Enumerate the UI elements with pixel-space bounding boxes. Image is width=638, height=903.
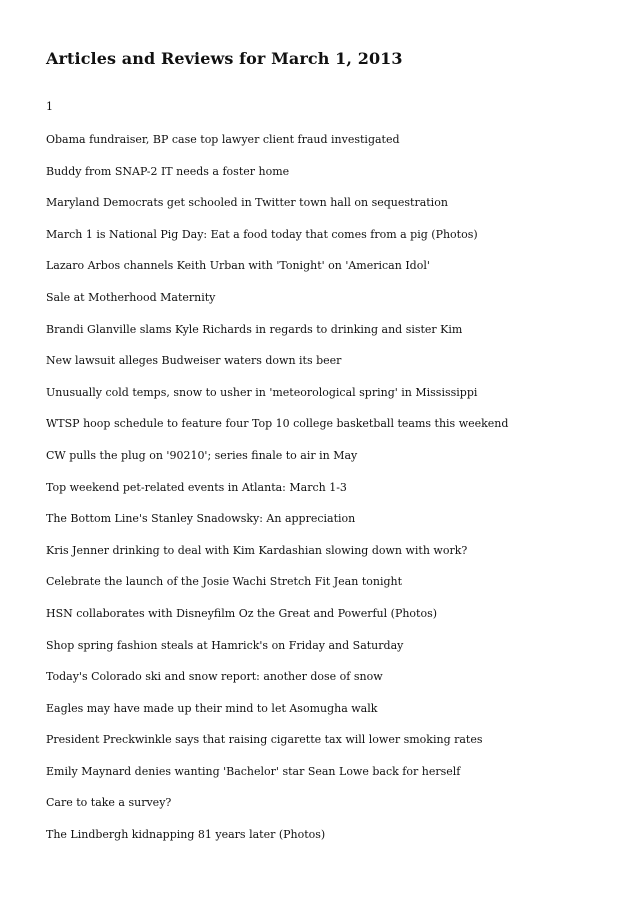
article-item: Care to take a survey? [46, 796, 172, 810]
article-item: Today's Colorado ski and snow report: another dose of snow [46, 670, 383, 684]
article-item: Emily Maynard denies wanting 'Bachelor' star Sean Lowe back for herself [46, 764, 461, 778]
article-item: Eagles may have made up their mind to let Asomugha walk [46, 701, 378, 715]
article-item: Shop spring fashion steals at Hamrick's on Friday and Saturday [46, 638, 404, 652]
article-item: Unusually cold temps, snow to usher in 'meteorological spring' in Mississippi [46, 385, 478, 399]
article-item: Brandi Glanville slams Kyle Richards in regards to drinking and sister Kim [46, 322, 463, 336]
article-item: Top weekend pet-related events in Atlanta: March 1-3 [46, 480, 347, 494]
article-item: The Bottom Line's Stanley Snadowsky: An appreciation [46, 512, 356, 526]
article-item: Lazaro Arbos channels Keith Urban with 'Tonight' on 'American Idol' [46, 259, 430, 273]
article-list [46, 133, 508, 860]
article-item: Buddy from SNAP-2 IT needs a foster home [46, 164, 290, 178]
article-item: CW pulls the plug on '90210'; series finale to air in May [46, 448, 358, 462]
article-item: Kris Jenner drinking to deal with Kim Kardashian slowing down with work? [46, 543, 468, 557]
article-item: HSN collaborates with Disneyfilm Oz the Great and Powerful (Photos) [46, 606, 438, 620]
page-number: 1 [46, 100, 53, 113]
article-item: Maryland Democrats get schooled in Twitter town hall on sequestration [46, 196, 448, 210]
article-item: March 1 is National Pig Day: Eat a food today that comes from a pig (Photos) [46, 227, 478, 241]
article-item: President Preckwinkle says that raising cigarette tax will lower smoking rates [46, 733, 483, 747]
article-item: Sale at Motherhood Maternity [46, 290, 216, 304]
article-item: The Lindbergh kidnapping 81 years later (Photos) [46, 828, 326, 842]
article-item: Obama fundraiser, BP case top lawyer client fraud investigated [46, 133, 400, 146]
article-item: New lawsuit alleges Budweiser waters down its beer [46, 354, 342, 368]
document-title: Articles and Reviews for March 1, 2013 [46, 49, 403, 68]
article-item: Celebrate the launch of the Josie Wachi Stretch Fit Jean tonight [46, 575, 403, 589]
article-item: WTSP hoop schedule to feature four Top 10 college basketball teams this weekend [46, 417, 509, 431]
